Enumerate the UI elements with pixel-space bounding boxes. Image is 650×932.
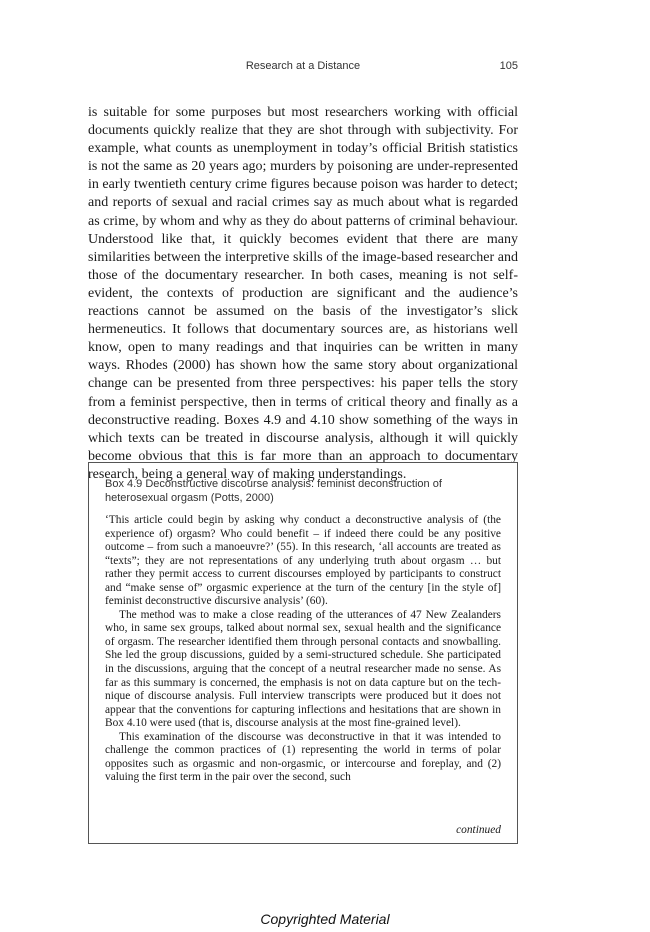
box-paragraph-3: This examination of the discourse was deconstructive in that it was intended to challenge the common practices of (1) representing the world in terms of polar opposites such as orgasmic and non-orgasmic, or intercourse and foreplay, and (2) valuing the first term in the pair over the second, such (105, 730, 501, 784)
page-number: 105 (499, 60, 518, 72)
body-text (88, 104, 518, 484)
body-paragraph: is suitable for some purposes but most researchers working with official documents quickly realize that they are shot through with subjectivity. For example, what counts as unemployment in today’s official British statistics is not the same as 20 years ago; murders by poisoning are under-represented in early twentieth century crime figures because poison was harder to detect; and reports of sexual and racial crimes say as much about what is regarded as crime, by whom and why as they do about patterns of criminal behaviour. Understood like that, it quickly becomes evident that there are many similarities between the interpretive skills of the image-based researcher and those of the documentary researcher. In both cases, meaning is not self-evident, the contexts of production are significant and the audience’s reactions cannot be assumed on the basis of the investigator’s slick hermeneutics. It follows that documentary sources are, as historians well know, open to many readings and that inquiries can be written in many ways. Rhodes (2000) has shown how the same story about organizational change can be presented from three perspectives: his paper tells the story from a feminist perspective, then in terms of critical theory and finally as a deconstructive reading. Boxes 4.9 and 4.10 show something of the ways in which texts can be treated in discourse analysis, although it will quickly become obvious that this is far more than an approach to documentary research, being a general way of making understandings. (88, 105, 518, 482)
box-body (105, 514, 501, 785)
running-title: Research at a Distance (245, 60, 361, 72)
box-4-9 (88, 462, 518, 844)
copyright-watermark: Copyrighted Material (260, 911, 390, 927)
box-paragraph-2: The method was to make a close reading of the utterances of 47 New Zealanders who, in same sex groups, talked about normal sex, sexual health and the significance of orgasm. The researcher identified them through personal contacts and snowballing. She led the group discussions, guided by a semi-structured schedule. She participated in the discussions, arguing that the concept of a neutral researcher made no sense. As far as this summary is concerned, the emphasis is not on data capture but on the technique of discourse analysis. Full interview transcripts were produced but it does not appear that the conventions for capturing inflections and hesitations that are shown in Box 4.10 were used (that is, discourse analysis at the most fine-grained level). (105, 608, 501, 730)
box-paragraph-1: ‘This article could begin by asking why conduct a deconstructive analysis of (the experience of) orgasm? Who could benefit – if indeed there could be any positive outcome – from such a manoeuvre?’ (55). In this research, ‘all accounts are treated as “texts”; they are not representations of any underlying truth about orgasm … but rather they permit access to current discourses employed by participants to construct and “make sense of” orgasmic experience at the turn of the century [in the style of] feminist deconstructive discursive analysis’ (60). (105, 514, 501, 608)
continued-label: continued (456, 824, 501, 836)
box-title: Box 4.9 Deconstructive discourse analysis: feminist deconstruction of heterosexual orgasm (Potts, 2000) (105, 478, 442, 504)
